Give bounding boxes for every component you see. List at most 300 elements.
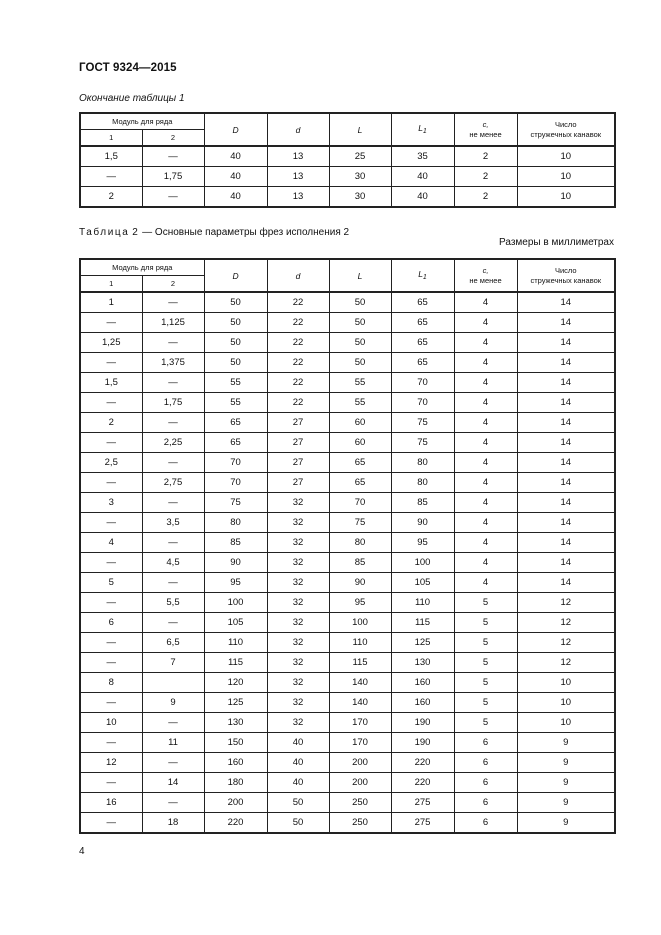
cell-c-min: 4 — [454, 292, 517, 313]
cell-L1: 65 — [391, 333, 454, 353]
cell-module-row2: — — [142, 573, 204, 593]
cell-c-min: 6 — [454, 773, 517, 793]
cell-L1: 90 — [391, 513, 454, 533]
table-row — [80, 146, 615, 167]
cell-D: 110 — [204, 633, 267, 653]
cell-c-min: 6 — [454, 733, 517, 753]
cell-c-min: 4 — [454, 393, 517, 413]
cell-d: 27 — [267, 433, 329, 453]
cell-L1: 65 — [391, 353, 454, 373]
cell-L: 60 — [329, 433, 391, 453]
cell-d: 32 — [267, 493, 329, 513]
cell-teeth-count: 14 — [517, 553, 615, 573]
cell-module-row1: — — [80, 513, 142, 533]
cell-teeth-count: 14 — [517, 313, 615, 333]
cell-d: 22 — [267, 393, 329, 413]
cell-d: 32 — [267, 553, 329, 573]
cell-d: 22 — [267, 373, 329, 393]
cell-L1: 125 — [391, 633, 454, 653]
cell-teeth-count: 14 — [517, 533, 615, 553]
cell-module-row1: — — [80, 353, 142, 373]
cell-d: 22 — [267, 353, 329, 373]
cell-L1: 70 — [391, 393, 454, 413]
cell-L1: 275 — [391, 813, 454, 834]
cell-c-min: 4 — [454, 333, 517, 353]
cell-module-row1: 5 — [80, 573, 142, 593]
cell-D: 180 — [204, 773, 267, 793]
cell-module-row2: — — [142, 413, 204, 433]
cell-module-row1: — — [80, 653, 142, 673]
c-label: с, — [482, 119, 489, 129]
cell-L: 100 — [329, 613, 391, 633]
cell-module-row1: — — [80, 813, 142, 834]
cell-D: 50 — [204, 292, 267, 313]
table-row — [80, 413, 615, 433]
cell-L: 50 — [329, 292, 391, 313]
cell-D: 50 — [204, 313, 267, 333]
cell-module-row2: 1,75 — [142, 167, 204, 187]
table-row — [80, 553, 615, 573]
cell-L1: 40 — [391, 187, 454, 208]
table-row — [80, 433, 615, 453]
table2-units: Размеры в миллиметрах — [499, 237, 614, 248]
cell-d: 13 — [267, 167, 329, 187]
cell-c-min: 4 — [454, 413, 517, 433]
cell-teeth-count: 10 — [517, 167, 615, 187]
cell-L: 170 — [329, 713, 391, 733]
cell-module-row1: — — [80, 167, 142, 187]
table-row — [80, 513, 615, 533]
cell-module-row2: — — [142, 292, 204, 313]
cell-d: 32 — [267, 533, 329, 553]
row2-header: 2 — [142, 276, 204, 293]
length-L1-header — [391, 259, 454, 292]
table-row — [80, 653, 615, 673]
cell-c-min: 2 — [454, 146, 517, 167]
cell-c-min: 5 — [454, 653, 517, 673]
cell-teeth-count: 14 — [517, 333, 615, 353]
cell-D: 40 — [204, 146, 267, 167]
cell-module-row2: 5,5 — [142, 593, 204, 613]
cell-d: 32 — [267, 653, 329, 673]
cell-c-min: 4 — [454, 513, 517, 533]
cell-module-row1: — — [80, 473, 142, 493]
cell-d: 32 — [267, 713, 329, 733]
table-row — [80, 793, 615, 813]
cell-D: 40 — [204, 187, 267, 208]
cell-D: 150 — [204, 733, 267, 753]
cell-d: 32 — [267, 673, 329, 693]
cell-module-row1: 1 — [80, 292, 142, 313]
cell-module-row2: — — [142, 333, 204, 353]
diameter-D-header: D — [204, 259, 267, 292]
cell-L: 200 — [329, 773, 391, 793]
cell-module-row1: — — [80, 693, 142, 713]
cell-teeth-count: 14 — [517, 453, 615, 473]
table-row — [80, 813, 615, 834]
L1-subscript: 1 — [422, 273, 427, 281]
cell-module-row2: — — [142, 713, 204, 733]
cell-c-min: 4 — [454, 473, 517, 493]
cell-c-min: 5 — [454, 673, 517, 693]
cell-D: 220 — [204, 813, 267, 834]
table-row — [80, 292, 615, 313]
teeth-label-2: стружечных канавок — [530, 275, 602, 285]
cell-L: 50 — [329, 353, 391, 373]
cell-module-row1: — — [80, 433, 142, 453]
cell-module-row1: 4 — [80, 533, 142, 553]
cell-L: 140 — [329, 693, 391, 713]
cell-D: 70 — [204, 453, 267, 473]
cell-teeth-count: 10 — [517, 187, 615, 208]
cell-L1: 115 — [391, 613, 454, 633]
page-number: 4 — [79, 846, 85, 857]
cell-module-row1: 2 — [80, 413, 142, 433]
cell-module-row1: — — [80, 553, 142, 573]
cell-module-row2: 2,25 — [142, 433, 204, 453]
c-label: с, — [482, 265, 489, 275]
cell-L: 95 — [329, 593, 391, 613]
cell-teeth-count: 12 — [517, 593, 615, 613]
cell-D: 100 — [204, 593, 267, 613]
cell-module-row2 — [142, 673, 204, 693]
cell-module-row1: — — [80, 393, 142, 413]
cell-L: 50 — [329, 313, 391, 333]
cell-teeth-count: 14 — [517, 353, 615, 373]
cell-L: 250 — [329, 813, 391, 834]
table-row — [80, 533, 615, 553]
c-min-label: не менее — [469, 129, 502, 139]
cell-L1: 80 — [391, 473, 454, 493]
cell-module-row2: 18 — [142, 813, 204, 834]
row2-header: 2 — [142, 130, 204, 147]
cell-L1: 100 — [391, 553, 454, 573]
table2 — [79, 258, 616, 834]
table-row — [80, 333, 615, 353]
table2-caption-prefix: Таблица — [79, 227, 130, 238]
table2-caption-text: — Основные параметры фрез исполнения 2 — [142, 227, 350, 238]
c-min-header — [454, 259, 517, 292]
module-group-header: Модуль для ряда — [80, 113, 204, 130]
cell-c-min: 4 — [454, 433, 517, 453]
cell-L1: 105 — [391, 573, 454, 593]
cell-teeth-count: 14 — [517, 473, 615, 493]
cell-c-min: 4 — [454, 353, 517, 373]
cell-teeth-count: 14 — [517, 292, 615, 313]
cell-module-row2: — — [142, 493, 204, 513]
table-row — [80, 493, 615, 513]
cell-L1: 65 — [391, 292, 454, 313]
length-L1-header — [391, 113, 454, 146]
cell-module-row2: 3,5 — [142, 513, 204, 533]
cell-c-min: 6 — [454, 793, 517, 813]
cell-D: 80 — [204, 513, 267, 533]
table-row — [80, 313, 615, 333]
cell-L1: 75 — [391, 433, 454, 453]
c-min-label: не менее — [469, 275, 502, 285]
cell-D: 115 — [204, 653, 267, 673]
cell-L: 65 — [329, 453, 391, 473]
cell-L1: 35 — [391, 146, 454, 167]
cell-module-row1: 6 — [80, 613, 142, 633]
table-row — [80, 773, 615, 793]
table-row — [80, 673, 615, 693]
table2-caption — [79, 227, 349, 238]
cell-d: 22 — [267, 292, 329, 313]
L1-base: L — [418, 122, 423, 133]
table-row — [80, 753, 615, 773]
cell-module-row1: 1,5 — [80, 373, 142, 393]
table-row — [80, 353, 615, 373]
cell-teeth-count: 10 — [517, 146, 615, 167]
cell-c-min: 4 — [454, 573, 517, 593]
table-row — [80, 393, 615, 413]
cell-module-row2: — — [142, 146, 204, 167]
cell-module-row2: 4,5 — [142, 553, 204, 573]
cell-d: 27 — [267, 453, 329, 473]
cell-teeth-count: 14 — [517, 573, 615, 593]
cell-c-min: 4 — [454, 373, 517, 393]
table-row — [80, 613, 615, 633]
cell-D: 40 — [204, 167, 267, 187]
cell-module-row2: — — [142, 613, 204, 633]
cell-L1: 70 — [391, 373, 454, 393]
cell-L1: 80 — [391, 453, 454, 473]
cell-d: 32 — [267, 613, 329, 633]
cell-module-row2: 2,75 — [142, 473, 204, 493]
cell-d: 22 — [267, 333, 329, 353]
cell-c-min: 4 — [454, 313, 517, 333]
cell-teeth-count: 9 — [517, 733, 615, 753]
cell-d: 32 — [267, 513, 329, 533]
cell-module-row1: — — [80, 593, 142, 613]
cell-module-row2: — — [142, 533, 204, 553]
cell-L1: 275 — [391, 793, 454, 813]
module-group-header: Модуль для ряда — [80, 259, 204, 276]
cell-c-min: 6 — [454, 753, 517, 773]
cell-module-row2: 6,5 — [142, 633, 204, 653]
cell-d: 50 — [267, 813, 329, 834]
cell-module-row2: — — [142, 187, 204, 208]
cell-L1: 95 — [391, 533, 454, 553]
cell-L1: 130 — [391, 653, 454, 673]
cell-D: 105 — [204, 613, 267, 633]
table-row — [80, 453, 615, 473]
table-row — [80, 633, 615, 653]
cell-c-min: 4 — [454, 553, 517, 573]
table1 — [79, 112, 616, 208]
table-row — [80, 573, 615, 593]
cell-d: 27 — [267, 473, 329, 493]
cell-c-min: 5 — [454, 713, 517, 733]
bore-d-header: d — [267, 259, 329, 292]
cell-d: 40 — [267, 773, 329, 793]
cell-teeth-count: 9 — [517, 813, 615, 834]
diameter-D-header: D — [204, 113, 267, 146]
cell-L: 65 — [329, 473, 391, 493]
cell-module-row1: 2 — [80, 187, 142, 208]
document-header: ГОСТ 9324—2015 — [79, 62, 177, 74]
cell-module-row1: 12 — [80, 753, 142, 773]
teeth-count-header — [517, 259, 615, 292]
L1-subscript: 1 — [422, 127, 427, 135]
cell-D: 85 — [204, 533, 267, 553]
cell-d: 22 — [267, 313, 329, 333]
cell-teeth-count: 14 — [517, 373, 615, 393]
cell-module-row1: 2,5 — [80, 453, 142, 473]
cell-L: 250 — [329, 793, 391, 813]
cell-teeth-count: 12 — [517, 653, 615, 673]
cell-module-row2: — — [142, 453, 204, 473]
cell-D: 90 — [204, 553, 267, 573]
teeth-label-2: стружечных канавок — [530, 129, 602, 139]
cell-c-min: 5 — [454, 613, 517, 633]
cell-D: 95 — [204, 573, 267, 593]
cell-teeth-count: 14 — [517, 393, 615, 413]
cell-D: 160 — [204, 753, 267, 773]
table1-caption: Окончание таблицы 1 — [79, 93, 185, 104]
length-L-header: L — [329, 113, 391, 146]
table-row — [80, 167, 615, 187]
cell-module-row2: 1,375 — [142, 353, 204, 373]
cell-d: 32 — [267, 633, 329, 653]
teeth-count-header — [517, 113, 615, 146]
cell-L: 80 — [329, 533, 391, 553]
cell-L1: 40 — [391, 167, 454, 187]
cell-teeth-count: 12 — [517, 633, 615, 653]
cell-L: 115 — [329, 653, 391, 673]
cell-module-row1: 10 — [80, 713, 142, 733]
cell-L: 25 — [329, 146, 391, 167]
cell-c-min: 5 — [454, 693, 517, 713]
cell-L1: 220 — [391, 753, 454, 773]
cell-module-row1: — — [80, 633, 142, 653]
cell-L1: 160 — [391, 673, 454, 693]
cell-teeth-count: 10 — [517, 713, 615, 733]
cell-D: 200 — [204, 793, 267, 813]
cell-c-min: 4 — [454, 493, 517, 513]
cell-teeth-count: 12 — [517, 613, 615, 633]
cell-d: 40 — [267, 753, 329, 773]
cell-teeth-count: 10 — [517, 693, 615, 713]
table2-caption-number: 2 — [132, 227, 140, 238]
cell-L: 85 — [329, 553, 391, 573]
cell-L: 200 — [329, 753, 391, 773]
cell-teeth-count: 10 — [517, 673, 615, 693]
table-row — [80, 593, 615, 613]
cell-D: 125 — [204, 693, 267, 713]
cell-D: 130 — [204, 713, 267, 733]
cell-module-row2: 11 — [142, 733, 204, 753]
cell-D: 70 — [204, 473, 267, 493]
table1-body — [80, 146, 615, 207]
cell-teeth-count: 14 — [517, 513, 615, 533]
table-row — [80, 373, 615, 393]
cell-L: 55 — [329, 393, 391, 413]
row1-header: 1 — [80, 130, 142, 147]
cell-D: 50 — [204, 353, 267, 373]
cell-d: 40 — [267, 733, 329, 753]
cell-d: 13 — [267, 187, 329, 208]
cell-L1: 190 — [391, 733, 454, 753]
cell-teeth-count: 14 — [517, 413, 615, 433]
cell-d: 13 — [267, 146, 329, 167]
cell-L: 90 — [329, 573, 391, 593]
L1-base: L — [418, 268, 423, 279]
cell-teeth-count: 9 — [517, 753, 615, 773]
cell-D: 65 — [204, 433, 267, 453]
cell-module-row1: — — [80, 773, 142, 793]
cell-module-row2: 7 — [142, 653, 204, 673]
table-row — [80, 733, 615, 753]
cell-c-min: 2 — [454, 167, 517, 187]
cell-teeth-count: 14 — [517, 493, 615, 513]
cell-L: 50 — [329, 333, 391, 353]
cell-module-row2: 1,75 — [142, 393, 204, 413]
cell-L: 30 — [329, 187, 391, 208]
cell-L: 110 — [329, 633, 391, 653]
cell-c-min: 4 — [454, 453, 517, 473]
cell-L1: 65 — [391, 313, 454, 333]
cell-c-min: 5 — [454, 593, 517, 613]
cell-module-row1: — — [80, 733, 142, 753]
cell-L: 140 — [329, 673, 391, 693]
cell-c-min: 2 — [454, 187, 517, 208]
cell-module-row1: 8 — [80, 673, 142, 693]
cell-teeth-count: 9 — [517, 793, 615, 813]
cell-D: 55 — [204, 373, 267, 393]
cell-module-row2: — — [142, 793, 204, 813]
table-row — [80, 187, 615, 208]
cell-module-row2: 9 — [142, 693, 204, 713]
cell-d: 32 — [267, 693, 329, 713]
cell-teeth-count: 9 — [517, 773, 615, 793]
row1-header: 1 — [80, 276, 142, 293]
cell-module-row1: 1,25 — [80, 333, 142, 353]
cell-d: 27 — [267, 413, 329, 433]
cell-module-row1: 3 — [80, 493, 142, 513]
cell-c-min: 4 — [454, 533, 517, 553]
cell-L: 55 — [329, 373, 391, 393]
table-row — [80, 713, 615, 733]
cell-L: 70 — [329, 493, 391, 513]
cell-module-row2: — — [142, 373, 204, 393]
cell-L1: 160 — [391, 693, 454, 713]
cell-module-row2: — — [142, 753, 204, 773]
cell-L1: 190 — [391, 713, 454, 733]
cell-L: 60 — [329, 413, 391, 433]
bore-d-header: d — [267, 113, 329, 146]
teeth-label-1: Число — [554, 119, 577, 129]
cell-L: 30 — [329, 167, 391, 187]
cell-d: 32 — [267, 593, 329, 613]
table-row — [80, 473, 615, 493]
cell-module-row1: 16 — [80, 793, 142, 813]
cell-D: 50 — [204, 333, 267, 353]
cell-L1: 220 — [391, 773, 454, 793]
cell-module-row1: 1,5 — [80, 146, 142, 167]
cell-D: 75 — [204, 493, 267, 513]
cell-c-min: 6 — [454, 813, 517, 834]
table-row — [80, 693, 615, 713]
c-min-header — [454, 113, 517, 146]
cell-d: 32 — [267, 573, 329, 593]
cell-D: 55 — [204, 393, 267, 413]
cell-D: 65 — [204, 413, 267, 433]
table2-body — [80, 292, 615, 833]
teeth-label-1: Число — [554, 265, 577, 275]
cell-module-row1: — — [80, 313, 142, 333]
